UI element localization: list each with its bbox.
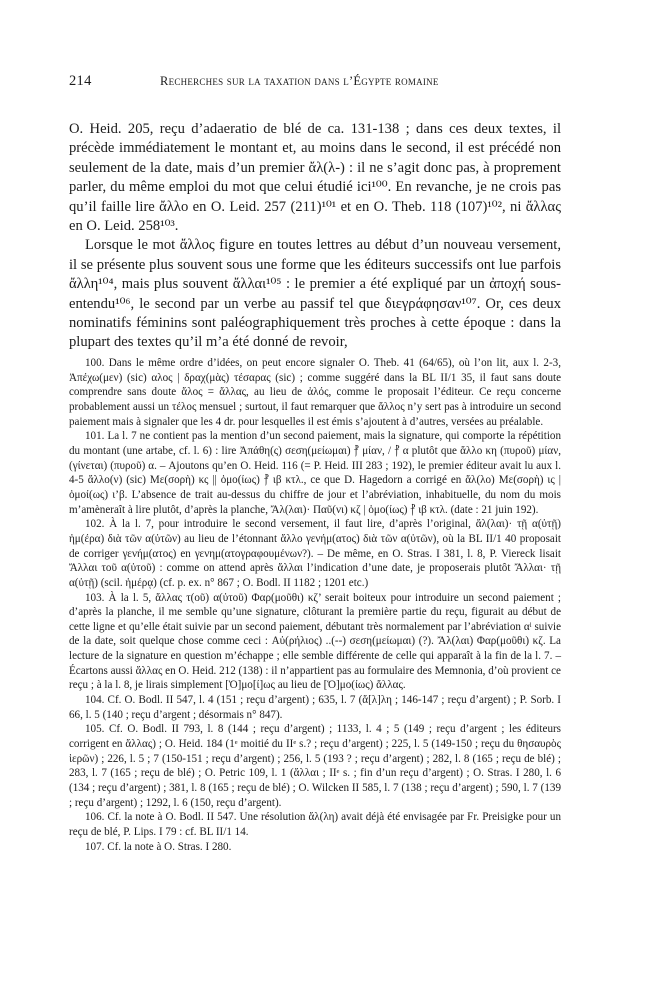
footnote-107: 107. Cf. la note à O. Stras. I 280. <box>85 840 232 853</box>
main-text <box>69 120 561 353</box>
body-paragraph: Lorsque le mot ἄλλος figure en toutes lettres au début d’un nouveau versement, il se présente plus souvent sous une forme que les éditeurs successifs ont lue parfois ἄλλη¹⁰⁴, mais plus souvent ἄλλαι¹⁰⁵ : le premier a été expliqué par un ἀποχή sous-entendu¹⁰⁶, le second par un verbe au passif tel que διεγράφησαν¹⁰⁷. Or, ces deux nominatifs féminins sont paléographiquement très proches à cette époque : dans la plupart des textes qu’il m’a été donné de revoir, <box>69 237 561 351</box>
footnote-100: 100. Dans le même ordre d’idées, on peut encore signaler O. Theb. 41 (64/65), où l’on lit, aux l. 2-3, Ἀπέχω(μεν) (sic) αλος | δραχ(μὰς) τέσαρας (sic) ; comme suggéré dans la BL II/1 35, il faut sans doute comprendre sans doute ἄλος = ἄλλας, au lieu de ἁλός, comme le proposait l’éditeur. Ce reçu concerne probablement aussi un τέλος mensuel ; surtout, il faut remarquer que ἄλλος n’y sert pas à introduire un second paiement mais à signaler que les 4 dr. pour lesquelles il est émis s’ajoutent à d’autres, versées au préalable. <box>69 357 561 428</box>
body-paragraph: O. Heid. 205, reçu d’adaeratio de blé de ca. 131-138 ; dans ces deux textes, il précède immédiatement le montant et, au moins dans le second, il est précédé non seulement de la date, mais d’un premier ἄλ(λ-) : il ne s’agit donc pas, à proprement parler, du même emploi du mot que celui étudié ici¹⁰⁰. En revanche, je ne crois pas qu’il faille lire ἄλλο en O. Leid. 257 (211)¹⁰¹ et en O. Theb. 118 (107)¹⁰², ni ἄλλας en O. Leid. 258¹⁰³. <box>69 121 561 235</box>
footnote-104: 104. Cf. O. Bodl. II 547, l. 4 (151 ; reçu d’argent) ; 635, l. 7 (ἄ[λ]λη ; 146-147 ; reçu d’argent) ; P. Sorb. I 66, l. 5 (140 ; reçu d’argent ; désormais n° 847). <box>69 694 561 721</box>
page-number: 214 <box>69 73 92 89</box>
footnote-102: 102. À la l. 7, pour introduire le second versement, il faut lire, d’après l’original, ἄλ(λαι)· τῇ α(ὐτῇ) ἡμ(έρα) διὰ τῶν α(ὐτῶν) au lieu de l’étonnant ἄλλο γενήμ(ατος) διὰ τῶν α(ὐτῶν), où la BL II/1 40 proposait de corriger γενήμ(ατος) en γενημ(ατογραφουμένων?). – De même, en O. Stras. I 381, l. 8, P. Viereck lisait Ἄλλαι τοῦ α(ὐτοῦ) : comme on attend après ἄλλαι l’indication d’une date, je proposerais plutôt Ἄλλαι· τῇ α(ὐτῇ) (scil. ἡμέρᾳ) (cf. p. ex. n° 867 ; O. Bodl. II 1182 ; 1201 etc.) <box>69 518 561 589</box>
footnote-101: 101. La l. 7 ne contient pas la mention d’un second paiement, mais la signature, qui comporte la répétition du montant (une artabe, cf. l. 6) : lire Ἀπάθη(ς) σεση(μείωμαι) ⳨ μίαν, / ⳨ α plutôt que ἄλλο κη (πυροῦ) μίαν, (γίνεται) (πυροῦ) α. – Ajoutons qu’en O. Heid. 116 (= P. Heid. III 283 ; 192), le premier éditeur avait lu aux l. 4-5 ἄλλο(ν) (sic) Με(σορὴ) κς || ὁμο(ίως) ⳨ ιβ κτλ., ce que D. Hagedorn a corrigé en ἄλ(λο) Με(σορὴ) ις | ὁμοί(ως) ι’β. L’absence de trait au-dessus du chiffre de jour et l’abréviation, inhabituelle, du nom du mois m’amèneraît à lire plutôt, d’après la planche, Ἄλ(λαι)· Παῦ(νι) κζ | ὁμο(ίως) ⳨ ιβ κτλ. (date : 21 juin 192). <box>69 430 561 516</box>
running-title: Recherches sur la taxation dans l’Égypte romaine <box>160 74 439 88</box>
footnote-105: 105. Cf. O. Bodl. II 793, l. 8 (144 ; reçu d’argent) ; 1133, l. 4 ; 5 (149 ; reçu d’argent ; les éditeurs corrigent en ἄλλας) ; O. Heid. 184 (1ᵉ moitié du IIᵉ s.? ; reçu d’argent) ; 225, l. 5 (149-150 ; reçu du θησαυρὸς ἱερῶν) ; 226, l. 5 ; 7 (150-151 ; reçu d’argent) ; 256, l. 5 (193 ? ; reçu d’argent) ; 282, l. 8 (165 ; reçu de blé) ; 283, l. 7 (165 ; reçu de blé) ; O. Petric 109, l. 1 (ἄλλαι ; IIᵉ s. ; fin d’un reçu d’argent) ; O. Stras. I 280, l. 6 (134 ; reçu d’argent) ; 381, l. 8 (165 ; reçu de blé) ; O. Wilcken II 585, l. 7 (138 ; reçu d’argent) ; 590, l. 7 (139 ; reçu d’argent) ; 1292, l. 6 (150, reçu d’argent). <box>69 723 561 809</box>
footnote-103: 103. À la l. 5, ἄλλας τ(οῦ) α(ὐτοῦ) Φαρ(μοῦθι) κζ’ serait boiteux pour introduire un second paiement ; d’après la planche, il me semble qu’une signature, clôturant la première partie du reçu, figurait au début de cette ligne et qu’elle était suivie par un second paiement, débutant très normalement par l’abréviation αˡ suivie de la date, soit quelque chose comme ceci : Αὐ(ρήλιος) ..(--) σεση(μείωμαι) (?). Ἄλ(λαι) Φαρ(μοῦθι) κζ. La lecture de la signature en question m’échappe ; elle semble différente de celle qui apparaît à la fin de la l. 7. – Écartons aussi ἄλλας en O. Heid. 212 (138) : il n’appartient pas au formulaire des Memnonia, d’où provient ce reçu ; à la l. 8, je lirais simplement [Ὁ]μο[ί]ως au lieu de [Ὁ]μο(ίως) ἄλλας. <box>69 591 561 692</box>
footnotes <box>69 356 561 854</box>
footnote-106: 106. Cf. la note à O. Bodl. II 547. Une résolution ἄλ(λη) avait déjà été envisagée par Fr. Preisigke pour un reçu de blé, P. Lips. I 79 : cf. BL II/1 14. <box>69 811 561 838</box>
